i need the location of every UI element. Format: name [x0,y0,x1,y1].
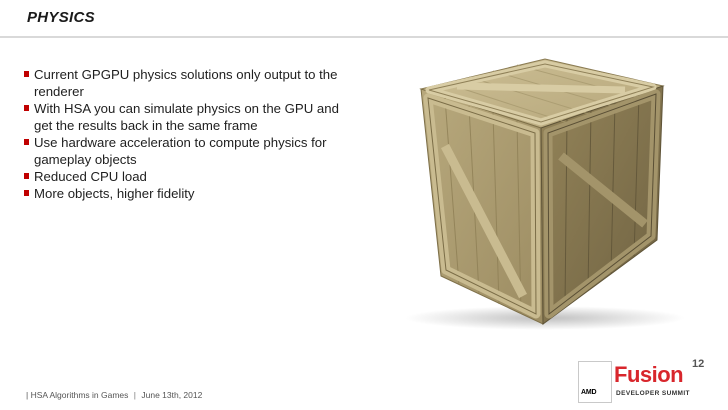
bullet-text: Current GPGPU physics solutions only output to the renderer [34,67,338,99]
amd-logo-box [578,361,612,403]
bullet-text: Use hardware acceleration to compute physics for gameplay objects [34,135,327,167]
developer-summit-text: DEVELOPER SUMMIT [616,390,690,397]
bullet-item [24,134,354,168]
bullet-text: With HSA you can simulate physics on the GPU and get the results back in the same frame [34,101,339,133]
footer [26,390,202,400]
bullet-marker-icon [24,173,29,179]
footer-event: HSA Algorithms in Games [30,390,129,400]
bullet-text: More objects, higher fidelity [34,186,195,201]
bullet-text: Reduced CPU load [34,169,147,184]
bullet-item [24,185,354,202]
bullet-marker-icon [24,190,29,196]
bullet-item [24,66,354,100]
bullet-item [24,168,354,185]
amd-fusion-logo [578,358,718,402]
fusion-logo-text: Fusion [614,362,684,387]
bullet-list [24,66,354,202]
footer-separator: | [26,390,29,400]
amd-logo-text: AMD [581,389,597,396]
bullet-item [24,100,354,134]
footer-separator: | [133,390,136,400]
bullet-marker-icon [24,71,29,77]
bullet-marker-icon [24,105,29,111]
bullet-marker-icon [24,139,29,145]
title-divider [0,36,728,38]
wooden-crate-image [395,56,695,331]
footer-date: June 13th, 2012 [141,390,203,400]
fusion-logo-number: 12 [692,358,705,370]
slide-title: PHYSICS [27,9,95,26]
